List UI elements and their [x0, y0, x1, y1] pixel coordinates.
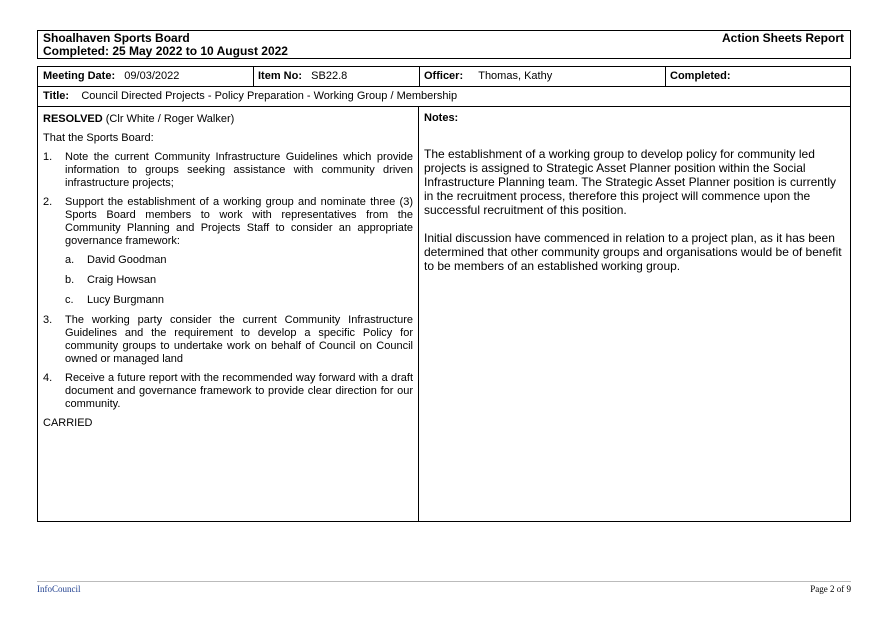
list-item [43, 151, 413, 190]
member-letter: b. [65, 274, 75, 286]
member-item [43, 274, 413, 287]
org-name: Shoalhaven Sports Board [43, 31, 190, 45]
member-item [43, 254, 413, 267]
meta-row [38, 67, 850, 87]
officer-label: Officer: [424, 70, 464, 82]
header-left [43, 32, 288, 58]
resolved-movers: (Clr White / Roger Walker) [105, 113, 235, 125]
notes-paragraph-2: Initial discussion have commenced in relation to a project plan, as it has been determined that other community groups and organisations would be of benefit to be members of an established working group. [424, 231, 842, 273]
item-number: 2. [43, 196, 53, 208]
item-text: The working party consider the current Community Infrastructure Guidelines and the requirement to develop a specific Policy for community groups to undertake work on behalf of Council on Council owned or managed land [65, 314, 413, 365]
meeting-date-cell [38, 67, 253, 86]
page-number: Page 2 of 9 [810, 584, 851, 594]
notes-column [419, 107, 850, 521]
list-item [43, 372, 413, 411]
member-item [43, 294, 413, 307]
report-header [37, 30, 851, 59]
resolution-status: CARRIED [43, 417, 93, 429]
completed-range: Completed: 25 May 2022 to 10 August 2022 [43, 44, 288, 58]
member-name: Craig Howsan [87, 274, 157, 286]
resolved-label: RESOLVED [43, 113, 103, 125]
meeting-date-value: 09/03/2022 [124, 70, 180, 82]
member-name: David Goodman [87, 254, 167, 266]
item-no-value: SB22.8 [311, 70, 348, 82]
meeting-date-label: Meeting Date: [43, 70, 116, 82]
resolution-column [38, 107, 419, 521]
notes-label: Notes: [424, 112, 459, 124]
title-value: Council Directed Projects - Policy Preparation - Working Group / Membership [81, 90, 458, 102]
report-title: Action Sheets Report [721, 31, 844, 45]
footer-divider [37, 581, 851, 582]
completed-cell [665, 67, 850, 86]
footer-brand: InfoCouncil [37, 584, 81, 594]
member-letter: c. [65, 294, 74, 306]
notes-paragraph-1: The establishment of a working group to develop policy for community led projects is assigned to Strategic Asset Planner position within the Social Infrastructure Planning team. The Strategic Asset Planner position is currently in the recruitment process, therefore this project will commence upon the successful recruitment of this position. [424, 147, 836, 217]
member-letter: a. [65, 254, 75, 266]
officer-cell [419, 67, 665, 86]
item-number: 4. [43, 372, 53, 384]
item-no-label: Item No: [258, 70, 302, 82]
resolved-line [43, 113, 413, 126]
member-name: Lucy Burgmann [87, 294, 165, 306]
item-number: 1. [43, 151, 53, 163]
list-item [43, 314, 413, 366]
item-text: Support the establishment of a working group and nominate three (3) Sports Board members to work with representatives from the Community Planning and Projects Staff to consider an appropriate governance framework: [65, 196, 413, 247]
title-row [38, 87, 850, 107]
action-sheet-table [37, 66, 851, 522]
item-number: 3. [43, 314, 53, 326]
item-text: Note the current Community Infrastructure Guidelines which provide information to groups seeking assistance with community driven infrastructure projects; [65, 151, 413, 189]
item-text: Receive a future report with the recommended way forward with a draft document and governance framework to provide clear direction for our community. [65, 372, 413, 410]
title-label: Title: [43, 90, 70, 102]
resolution-intro: That the Sports Board: [43, 132, 154, 144]
officer-value: Thomas, Kathy [478, 70, 553, 82]
item-no-cell [253, 67, 419, 86]
list-item [43, 196, 413, 248]
completed-label: Completed: [670, 70, 731, 82]
